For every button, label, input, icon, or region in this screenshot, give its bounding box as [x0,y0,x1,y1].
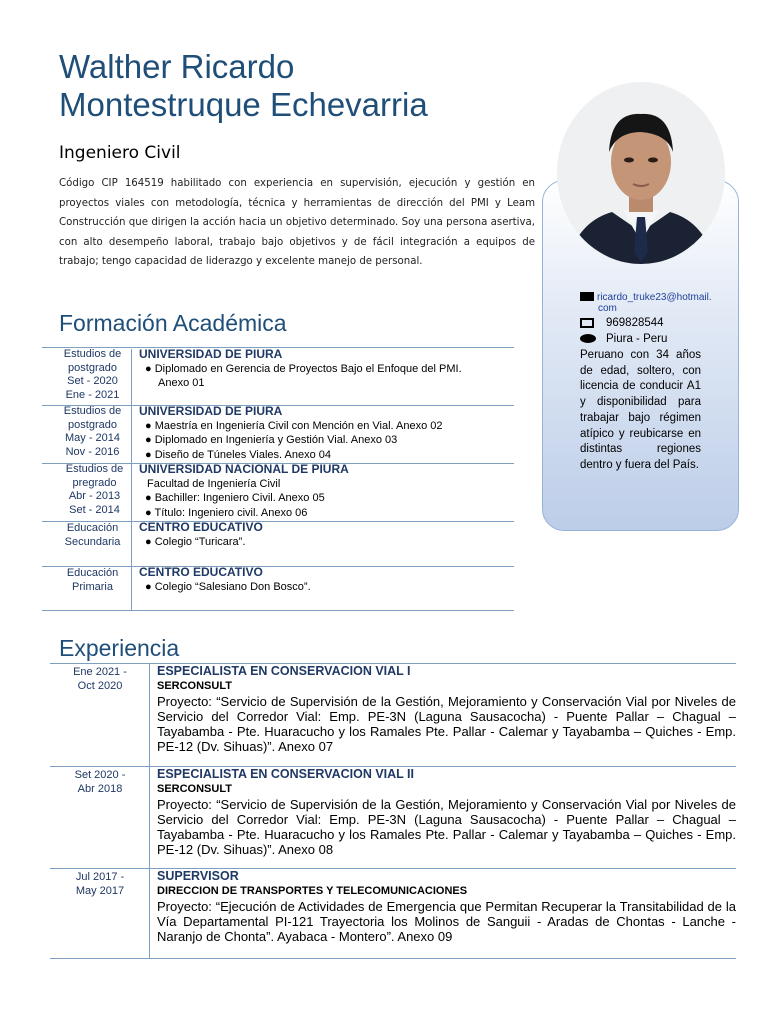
phone-icon [580,318,594,328]
education-entry [42,405,514,464]
institution-name: CENTRO EDUCATIVO [139,565,263,579]
job-title: ESPECIALISTA EN CONSERVACION VIAL II [157,767,414,781]
edu-left-line: Secundaria [64,535,121,548]
candidate-name [59,48,428,124]
education-item: ● Maestría en Ingeniería Civil con Mención en Vial. Anexo 02 [145,419,443,432]
education-item: ● Colegio “Turicara”. [145,535,246,548]
email-icon [580,292,594,301]
edu-left-line: Educación [66,522,119,534]
edu-left-line: Ene - 2021 [65,388,120,401]
project-description: Proyecto: “Ejecución de Actividades de Emergencia que Permitan Recuperar la Transitabilidad de la Vía Departamental PI-121 Trayectoria los Molinos de Sanguii - Aradas de Chontas - Lanche - Naranjo de Chonta”. Ayabaca - Montero”. Anexo 09 [157,899,736,944]
email-text-2[interactable]: com [598,303,617,314]
edu-left-line: postgrado [68,361,117,374]
company-name: SERCONSULT [157,783,232,795]
job-title: SUPERVISOR [157,869,239,883]
edu-item-text: Bachiller: Ingeniero Civil. Anexo 05 [154,492,325,504]
education-item: ● Diplomado en Gerencia de Proyectos Bajo el Enfoque del PMI. [145,362,462,375]
edu-item-text: Colegio “Salesiano Don Bosco”. [154,580,311,593]
edu-item-text: Maestría en Ingeniería Civil con Mención en Vial. Anexo 02 [154,419,443,432]
edu-left-line: Set - 2014 [69,503,120,516]
education-item: ● Diplomado en Ingeniería y Gestión Vial. Anexo 03 [145,434,398,446]
experience-entry [157,869,736,944]
avatar-illustration [557,82,725,264]
experience-dates [60,870,140,898]
institution-name: UNIVERSIDAD DE PIURA [139,347,283,361]
exp-date-line: Jul 2017 - [75,871,125,883]
education-dates [50,463,139,517]
experience-entry [157,664,736,754]
exp-date-line: Oct 2020 [77,680,123,692]
education-details [139,520,263,549]
institution-name: CENTRO EDUCATIVO [139,520,263,534]
email-text-1[interactable]: ricardo_truke23@hotmail. [597,292,712,303]
experience-heading: Experiencia [59,635,180,661]
education-entry [42,463,514,522]
institution-name: UNIVERSIDAD DE PIURA [139,404,283,418]
exp-date-line: Abr 2018 [77,783,123,795]
exp-date-line: Ene 2021 - [73,666,127,678]
experience-dates [60,768,140,796]
faculty-name: Facultad de Ingeniería Civil [147,477,281,490]
name-line-2: Montestruque Echevarria [59,86,428,123]
edu-left-line: Estudios de [63,405,122,417]
education-details [139,404,443,462]
location-row [580,333,667,345]
edu-item-text: Título: Ingeniero civil. Anexo 06 [154,506,308,519]
edu-left-line: Educación [66,567,119,579]
edu-item-text: Diplomado en Ingeniería y Gestión Vial. Anexo 03 [154,434,398,446]
education-item: ● Bachiller: Ingeniero Civil. Anexo 05 [145,492,325,504]
education-item: ● Colegio “Salesiano Don Bosco”. [145,580,311,593]
job-title: ESPECIALISTA EN CONSERVACION VIAL I [157,664,411,678]
phone-text: 969828544 [606,317,664,329]
experience-divider [149,664,150,959]
education-details [139,565,311,594]
project-description: Proyecto: “Servicio de Supervisión de la Gestión, Mejoramiento y Conservación Vial por Niveles de Servicio del Corredor Vial: Emp. PE-3N (Laguna Sausacocha) - Puente Pallar – Chagual – Tayabamba - Pte. Huaracucho y los Ramales Pte. Pallar - Calemar y Tayabamba – Quiches - Emp. PE-12 (Dv. Sihuas)”. Anexo 08 [157,797,736,857]
profile-summary: Código CIP 164519 habilitado con experiencia en supervisión, ejecución y gestión en proyectos viales con metodología, técnica y herramientas de dirección del PMI y Leam Construcción que dirigen la acción hacia un objetivo determinado. Soy una persona asertiva, con alto desempeño laboral, trabajo bajo objetivos y de fácil integración a equipos de trabajo; tengo capacidad de liderazgo y excelente manejo de personal. [59,178,535,268]
email-row[interactable] [580,291,730,314]
education-item: ● Diseño de Túneles Viales. Anexo 04 [145,448,332,461]
edu-left-line: Nov - 2016 [65,445,120,458]
education-item-cont: Anexo 01 [158,377,205,389]
location-text: Piura - Peru [606,333,668,345]
exp-date-line: Set 2020 - [74,769,126,781]
edu-item-text: Diplomado en Gerencia de Proyectos Bajo el Enfoque del PMI. [154,362,462,375]
edu-left-line: pregrado [72,476,117,489]
education-dates [48,348,137,402]
location-icon [580,334,596,343]
education-dates [48,405,137,459]
profile-photo [557,82,725,264]
edu-left-line: May - 2014 [64,432,121,444]
experience-dates [60,665,140,693]
education-item: ● Título: Ingeniero civil. Anexo 06 [145,506,308,519]
edu-left-line: Estudios de [65,463,124,475]
edu-item-text: Colegio “Turicara”. [154,535,246,548]
name-line-1: Walther Ricardo [59,48,295,85]
phone-row [580,317,664,329]
education-dates [48,522,137,549]
edu-left-line: Abr - 2013 [68,490,121,502]
education-heading: Formación Académica [59,310,287,336]
education-entry [42,566,514,611]
edu-left-line: Set - 2020 [67,375,118,387]
education-entry [42,521,514,567]
edu-left-line: Primaria [72,580,113,593]
profession-title: Ingeniero Civil [59,143,181,163]
institution-name: UNIVERSIDAD NACIONAL DE PIURA [139,462,349,476]
edu-item-text: Diseño de Túneles Viales. Anexo 04 [154,448,332,461]
experience-rule [50,958,736,959]
company-name: DIRECCION DE TRANSPORTES Y TELECOMUNICACIONES [157,885,468,897]
edu-left-line: postgrado [68,418,117,431]
experience-entry [157,767,736,857]
exp-date-line: May 2017 [75,885,125,897]
personal-info: Peruano con 34 años de edad, soltero, con licencia de conducir A1 y disponibilidad para trabajar bajo régimen atípico y reubicarse en distintas regiones dentro y fuera del País. [580,349,701,471]
education-entry [42,348,514,406]
edu-left-line: Estudios de [63,348,122,360]
project-description: Proyecto: “Servicio de Supervisión de la Gestión, Mejoramiento y Conservación Vial por Niveles de Servicio del Corredor Vial: Emp. PE-3N (Laguna Sausacocha) - Puente Pallar – Chagual – Tayabamba - Pte. Huaracucho y los Ramales Pte. Pallar - Calemar y Tayabamba – Quiches - Emp. PE-12 (Dv. Sihuas)”. Anexo 07 [157,694,736,754]
company-name: SERCONSULT [157,680,232,692]
education-details [139,462,349,520]
education-dates [48,567,137,594]
education-details [139,347,462,391]
